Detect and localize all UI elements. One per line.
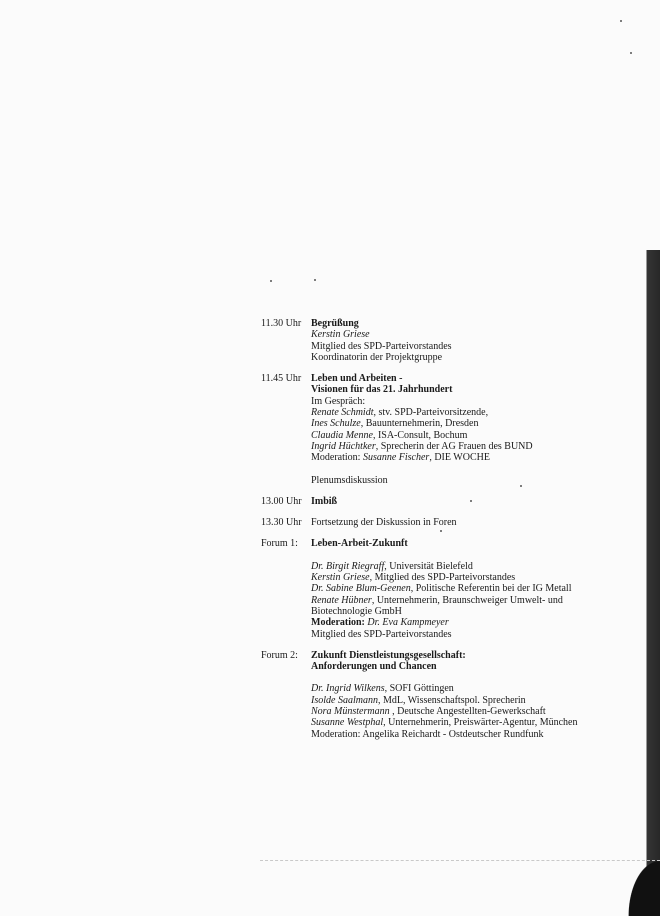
speaker-line [311, 572, 591, 583]
entry-line: Koordinatorin der Projektgruppe [311, 351, 443, 363]
moderation-line [311, 617, 591, 628]
moderation-line: Moderation: Angelika Reichardt - Ostdeutscher Rundfunk [311, 728, 544, 740]
moderator-name: Dr. Eva Kampmeyer [367, 617, 449, 629]
speaker-info: , Politische Referentin bei der IG Metall [410, 583, 572, 595]
speaker-line [311, 606, 591, 617]
moderation-line [311, 452, 591, 463]
speaker-line [311, 430, 591, 441]
entry-title: Imbiß [311, 495, 338, 507]
speaker-info: , SOFI Göttingen [384, 683, 454, 695]
entry-line: Im Gespräch: [311, 395, 366, 407]
moderation-label: Moderation: [311, 617, 368, 629]
speaker-name: Nora Münstermann [311, 706, 390, 718]
speaker-line [311, 717, 591, 728]
speaker-info: , Mitglied des SPD-Parteivorstandes [369, 572, 516, 584]
scan-speck [270, 280, 272, 282]
entry-time: 11.45 Uhr [261, 373, 302, 385]
speaker-line [311, 595, 591, 606]
speaker-name: Ingrid Hüchtker [311, 440, 376, 452]
speaker-info: , Universität Bielefeld [384, 560, 473, 572]
speaker-line [311, 683, 591, 694]
program-entry [261, 373, 591, 486]
speaker-line [311, 695, 591, 706]
scan-edge-top-mask [640, 0, 660, 250]
page-curl-corner [620, 846, 660, 916]
speaker-name: Dr. Sabine Blum-Geenen [311, 583, 411, 595]
forum-title: Zukunft Dienstleistungsgesellschaft: [311, 649, 466, 661]
scan-bottom-line [260, 860, 660, 862]
entry-line: Plenumsdiskussion [311, 474, 388, 486]
program-entry [261, 517, 591, 528]
speaker-name: Renate Hübner [311, 594, 372, 606]
program-entry [261, 496, 591, 507]
forum-entry [261, 538, 591, 639]
program-entry [261, 318, 591, 363]
speaker-info: , Bauunternehmerin, Dresden [360, 418, 479, 430]
speaker-name: Dr. Ingrid Wilkens [311, 683, 385, 695]
speaker-line [311, 583, 591, 594]
speaker-info: , stv. SPD-Parteivorsitzende, [373, 407, 489, 419]
speaker-name: Claudia Menne [311, 429, 373, 441]
forum-title: Anforderungen und Chancen [311, 661, 437, 673]
entry-line: Mitglied des SPD-Parteivorstandes [311, 340, 452, 352]
scan-speck [314, 279, 316, 281]
speaker-info: , MdL, Wissenschaftspol. Sprecherin [377, 694, 526, 706]
speaker-line [311, 561, 591, 572]
program-list [261, 318, 591, 750]
forum-label: Forum 1: [261, 538, 298, 550]
speaker-info: , Sprecherin der AG Frauen des BUND [375, 440, 533, 452]
speaker-line [311, 418, 591, 429]
speaker-info: , ISA-Consult, Bochum [372, 429, 468, 441]
speaker-info: , Unternehmerin, Braunschweiger Umwelt- und [371, 594, 563, 606]
forum-title: Leben-Arbeit-Zukunft [311, 538, 408, 550]
speaker-line [311, 706, 591, 717]
entry-time: 13.00 Uhr [261, 495, 302, 507]
entry-time: 11.30 Uhr [261, 318, 302, 329]
speaker-info: , Deutsche Angestellten-Gewerkschaft [389, 706, 546, 718]
moderator-info: , DIE WOCHE [429, 452, 490, 464]
moderator-info: Mitglied des SPD-Parteivorstandes [311, 628, 452, 640]
moderation-label: Moderation: [311, 452, 363, 464]
speaker-name: Dr. Birgit Riegraff [311, 560, 385, 572]
speaker-line [311, 407, 591, 418]
entry-title: Leben und Arbeiten - [311, 373, 403, 385]
speaker-name: Ines Schulze [311, 418, 361, 430]
speaker-name: Renate Schmidt [311, 407, 374, 419]
entry-time: 13.30 Uhr [261, 517, 302, 529]
scan-speck [630, 52, 632, 54]
forum-label: Forum 2: [261, 649, 298, 661]
entry-title: Visionen für das 21. Jahrhundert [311, 384, 453, 396]
speaker-name: Kerstin Griese [311, 572, 370, 584]
moderator-name: Susanne Fischer [362, 452, 430, 464]
speaker-name: Susanne Westphal [311, 717, 384, 729]
speaker-name: Kerstin Griese [311, 329, 370, 341]
scan-speck [620, 20, 622, 22]
speaker-info: Biotechnologie GmbH [311, 605, 402, 617]
speaker-line [311, 441, 591, 452]
entry-line: Fortsetzung der Diskussion in Foren [311, 517, 457, 529]
forum-entry [261, 650, 591, 740]
speaker-name: Isolde Saalmann [311, 694, 378, 706]
entry-title: Begrüßung [311, 318, 359, 329]
speaker-info: , Unternehmerin, Preiswärter-Agentur, München [383, 717, 578, 729]
